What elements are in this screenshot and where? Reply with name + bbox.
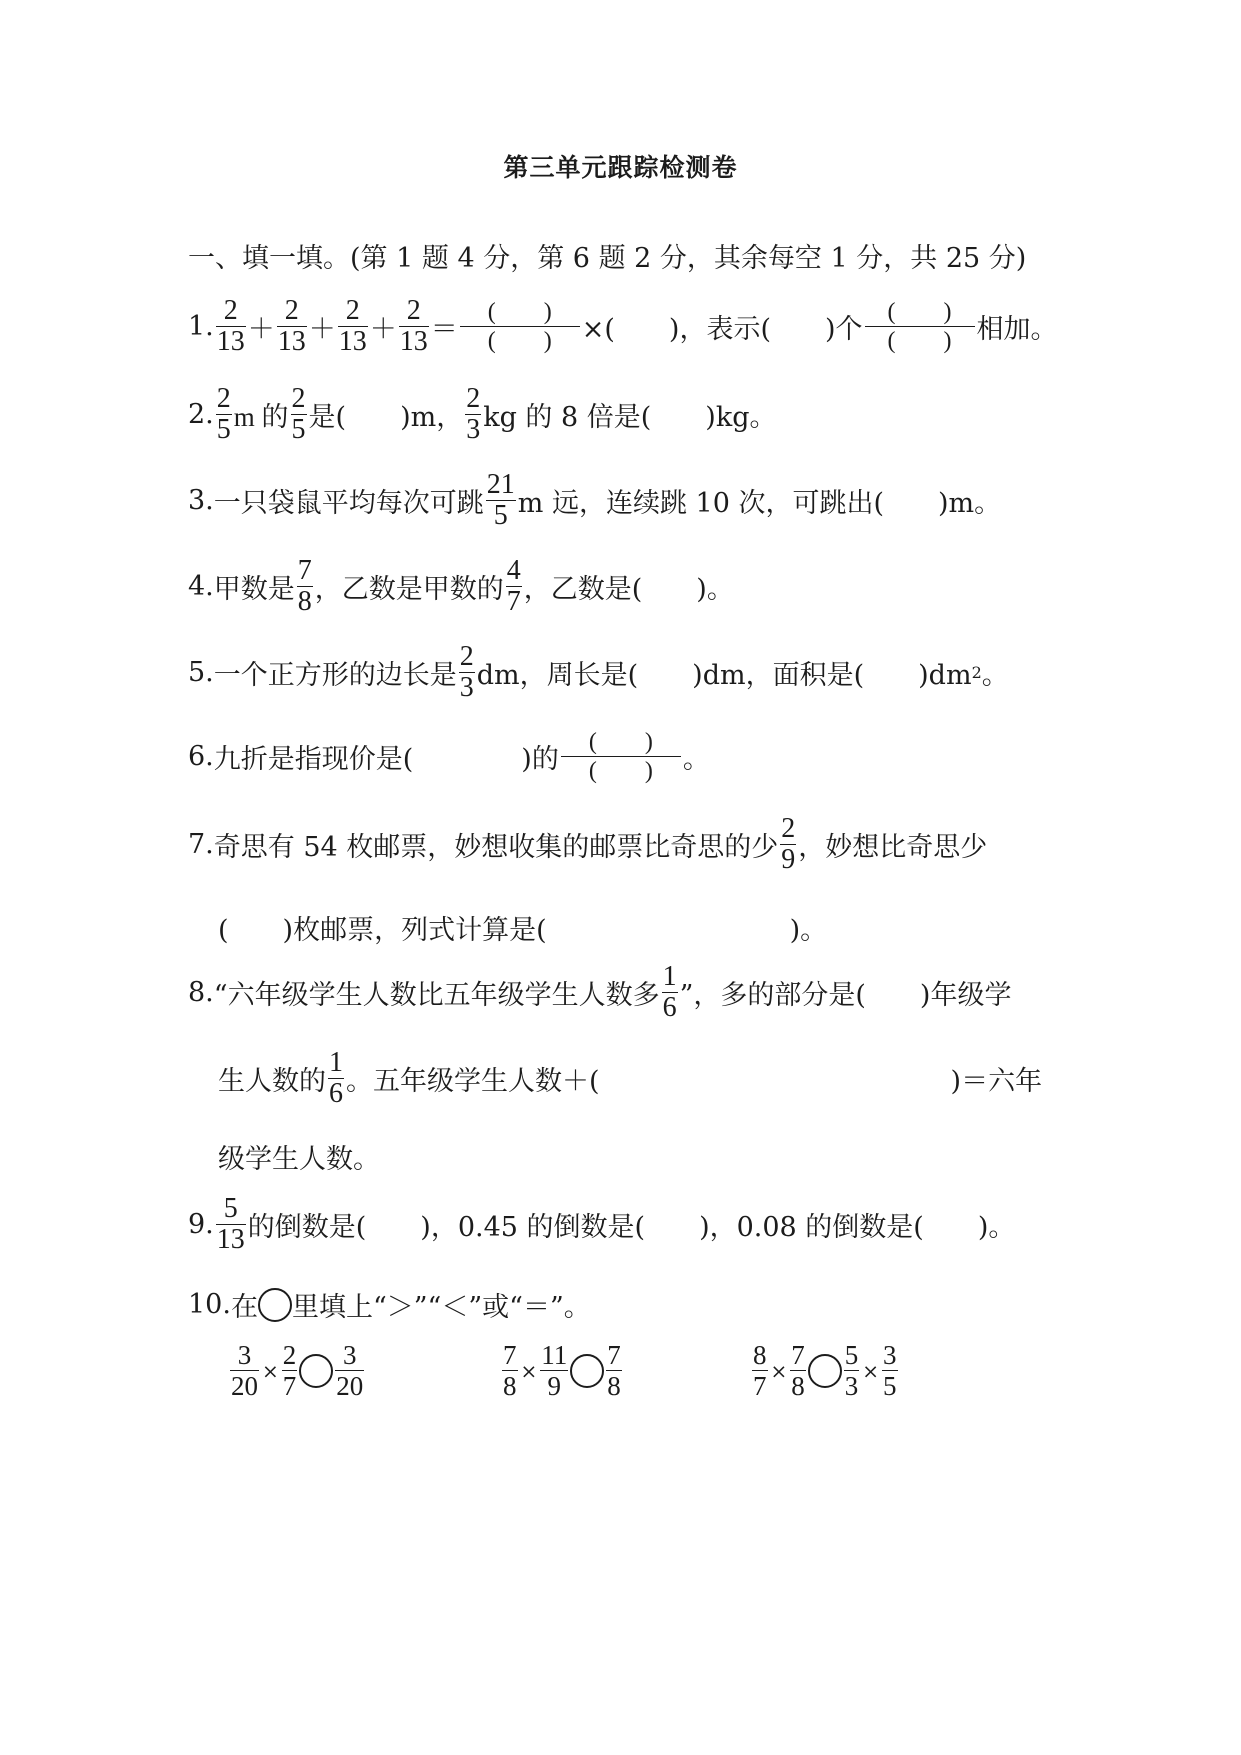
q10-3-fraction-a: $\frac{8}{7}$ xyxy=(753,1340,767,1401)
q6-number: 6. xyxy=(188,741,214,772)
times-sign: × xyxy=(520,1358,538,1383)
q10-1-fraction-b: $\frac{2}{7}$ xyxy=(282,1340,297,1401)
q10-1-fraction-c: $\frac{3}{20}$ xyxy=(336,1340,364,1401)
q8-line-3: 级学生人数。 xyxy=(218,1144,380,1175)
q10-2-fraction-b: $\frac{11}{9}$ xyxy=(541,1340,568,1401)
q2-text-1: m 的 xyxy=(233,402,289,432)
q6-text-1[interactable]: 九折是指现价是( )的 xyxy=(213,744,559,775)
q10-2-fraction-c: $\frac{7}{8}$ xyxy=(607,1340,621,1401)
q5-fraction: $\frac{2}{3}$ xyxy=(459,641,474,703)
q10-compare-3 xyxy=(750,1340,900,1401)
q1-plus: ＋ xyxy=(308,314,336,345)
times-sign: × xyxy=(862,1358,880,1383)
q3-number: 3. xyxy=(188,485,214,516)
q4-text-2: ，乙数是甲数的 xyxy=(314,574,504,605)
q3-fraction: $\frac{21}{5}$ xyxy=(486,469,515,531)
q1-tail: 相加。 xyxy=(976,314,1058,345)
question-6 xyxy=(188,728,710,785)
q9-text[interactable]: 的倒数是( )，0.45 的倒数是( )，0.08 的倒数是( )。 xyxy=(247,1212,1016,1243)
question-7 xyxy=(188,814,987,875)
question-5 xyxy=(188,642,1009,703)
q2-number: 2. xyxy=(188,399,214,430)
page-title: 第三单元跟踪检测卷 xyxy=(503,153,738,182)
q1-plus: ＋ xyxy=(247,314,275,345)
q10-3-fraction-c: $\frac{5}{3}$ xyxy=(844,1340,859,1401)
q2-text-2[interactable]: 是( )m， xyxy=(308,402,464,433)
q6-text-2: 。 xyxy=(682,744,710,775)
q1-equals: ＝ xyxy=(430,314,458,345)
q10-text-2: 里填上“＞”“＜”或“＝”。 xyxy=(291,1292,591,1323)
q5-text-1: 一个正方形的边长是 xyxy=(213,660,457,691)
q6-answer-fraction[interactable]: $\frac{( )}{( )}$ xyxy=(561,728,681,785)
q4-fraction-2: $\frac{4}{7}$ xyxy=(506,555,521,617)
q8-line-2 xyxy=(218,1048,1042,1109)
q1-blanks[interactable]: ×( )，表示( )个 xyxy=(581,314,863,345)
times-sign: × xyxy=(770,1358,788,1383)
section-heading: 一、填一填。(第 1 题 4 分，第 6 题 2 分，其余每空 1 分，共 25 分) xyxy=(188,243,1027,274)
q1-unit-fraction[interactable]: $\frac{( )}{( )}$ xyxy=(865,298,975,355)
q5-superscript: 2 xyxy=(971,663,982,682)
question-3 xyxy=(188,470,1001,531)
times-sign: × xyxy=(262,1358,279,1383)
q9-fraction: $\frac{5}{13}$ xyxy=(216,1193,245,1255)
q1-plus: ＋ xyxy=(369,314,397,345)
q9-number: 9. xyxy=(188,1209,214,1240)
q1-number: 1. xyxy=(188,311,214,342)
q10-2-answer-circle[interactable] xyxy=(570,1354,604,1388)
question-10 xyxy=(188,1285,591,1324)
q8-line2-text-1: 生人数的 xyxy=(218,1066,326,1097)
q7-fraction: $\frac{2}{9}$ xyxy=(781,813,796,875)
q8-line2-text-2[interactable]: 。五年级学生人数＋( )＝六年 xyxy=(346,1066,1043,1097)
q7-text-2: ，妙想比奇思少 xyxy=(798,832,988,863)
q10-3-fraction-d: $\frac{3}{5}$ xyxy=(883,1340,897,1401)
question-1 xyxy=(188,296,1058,357)
q10-text-1: 在 xyxy=(230,1292,258,1323)
q1-fraction-4: $\frac{2}{13}$ xyxy=(399,295,428,357)
q5-number: 5. xyxy=(188,657,214,688)
q8-text-2[interactable]: ”，多的部分是( )年级学 xyxy=(679,980,1012,1011)
q8-fraction-2: $\frac{1}{6}$ xyxy=(329,1047,343,1109)
q2-text-3[interactable]: kg 的 8 倍是( )kg。 xyxy=(483,402,777,433)
q4-number: 4. xyxy=(188,571,214,602)
q7-number: 7. xyxy=(188,829,214,860)
q4-text-3[interactable]: ，乙数是( )。 xyxy=(523,574,734,605)
question-2 xyxy=(188,384,777,445)
q7-line-2[interactable]: ( )枚邮票，列式计算是( )。 xyxy=(218,915,828,946)
q2-fraction-2: $\frac{2}{5}$ xyxy=(291,383,306,445)
q1-answer-fraction[interactable]: $\frac{( )}{( )}$ xyxy=(460,298,580,355)
q5-text-3: 。 xyxy=(981,660,1009,691)
question-4 xyxy=(188,556,734,617)
q10-compare-1 xyxy=(228,1340,366,1401)
q10-2-fraction-a: $\frac{7}{8}$ xyxy=(503,1340,517,1401)
question-8 xyxy=(188,962,1011,1023)
q10-3-answer-circle[interactable] xyxy=(808,1354,842,1388)
q3-text-2[interactable]: m 远，连续跳 10 次，可跳出( )m。 xyxy=(517,488,1002,519)
q10-1-fraction-a: $\frac{3}{20}$ xyxy=(231,1340,258,1401)
q3-text-1: 一只袋鼠平均每次可跳 xyxy=(213,488,484,519)
q4-fraction-1: $\frac{7}{8}$ xyxy=(297,555,312,617)
q10-number: 10. xyxy=(188,1289,231,1320)
q5-text-2[interactable]: dm，周长是( )dm，面积是( )dm xyxy=(476,660,972,691)
q1-fraction-2: $\frac{2}{13}$ xyxy=(277,295,306,357)
q1-fraction-1: $\frac{2}{13}$ xyxy=(216,295,245,357)
q1-fraction-3: $\frac{2}{13}$ xyxy=(338,295,367,357)
q8-number: 8. xyxy=(188,977,214,1008)
q10-1-answer-circle[interactable] xyxy=(299,1354,333,1388)
question-9 xyxy=(188,1194,1015,1255)
q2-fraction-3: $\frac{2}{3}$ xyxy=(466,383,481,445)
q10-3-fraction-b: $\frac{7}{8}$ xyxy=(791,1340,805,1401)
q2-fraction-1: $\frac{2}{5}$ xyxy=(216,383,231,445)
q8-fraction-1: $\frac{1}{6}$ xyxy=(662,961,677,1023)
q8-text-1: “六年级学生人数比五年级学生人数多 xyxy=(213,980,660,1011)
q7-text-1: 奇思有 54 枚邮票，妙想收集的邮票比奇思的少 xyxy=(213,832,779,863)
q4-text-1: 甲数是 xyxy=(213,574,295,605)
q10-compare-2 xyxy=(500,1340,624,1401)
circle-icon xyxy=(258,1288,292,1322)
